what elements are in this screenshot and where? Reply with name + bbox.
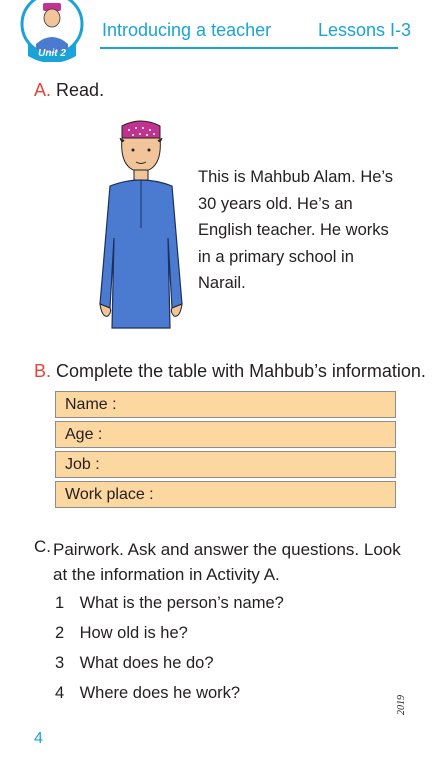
section-a-letter: A. [34, 80, 52, 100]
question-number: 3 [55, 654, 65, 672]
list-item [55, 624, 284, 654]
table-row-age[interactable]: Age : [55, 421, 396, 448]
lessons-range: Lessons I-3 [318, 20, 412, 40]
teacher-illustration [96, 118, 186, 338]
lesson-title: Introducing a teacher [102, 20, 272, 40]
section-a-label: Read. [56, 80, 105, 100]
unit-label: Unit 2 [38, 48, 66, 59]
question-text: What does he do? [79, 654, 214, 672]
table-row-job[interactable]: Job : [55, 451, 396, 478]
info-table [55, 391, 396, 511]
page-number: 4 [34, 730, 43, 747]
section-c-letter: C. [34, 537, 51, 556]
question-text: Where does he work? [79, 684, 241, 702]
question-number: 1 [55, 594, 65, 612]
list-item [55, 684, 284, 714]
section-a-heading [34, 80, 104, 101]
header-divider [100, 47, 398, 49]
table-row-name[interactable]: Name : [55, 391, 396, 418]
list-item [55, 594, 284, 624]
question-list [55, 594, 284, 714]
print-year: 2019 [396, 695, 407, 715]
question-number: 4 [55, 684, 65, 702]
question-text: How old is he? [79, 624, 188, 642]
section-b-label: Complete the table with Mahbub’s information. [56, 361, 426, 381]
unit-badge [14, 0, 90, 62]
question-text: What is the person’s name? [79, 594, 284, 612]
list-item [55, 654, 284, 684]
section-c-label: Pairwork. Ask and answer the questions. Look at the information in Activity A. [53, 540, 401, 584]
table-row-work-place[interactable]: Work place : [55, 481, 396, 508]
section-b-letter: B. [34, 361, 52, 381]
read-passage: This is Mahbub Alam. He’s 30 years old. He’s an English teacher. He works in a primary school in Narail. [198, 168, 394, 292]
question-number: 2 [55, 624, 65, 642]
section-b-heading [34, 361, 426, 382]
